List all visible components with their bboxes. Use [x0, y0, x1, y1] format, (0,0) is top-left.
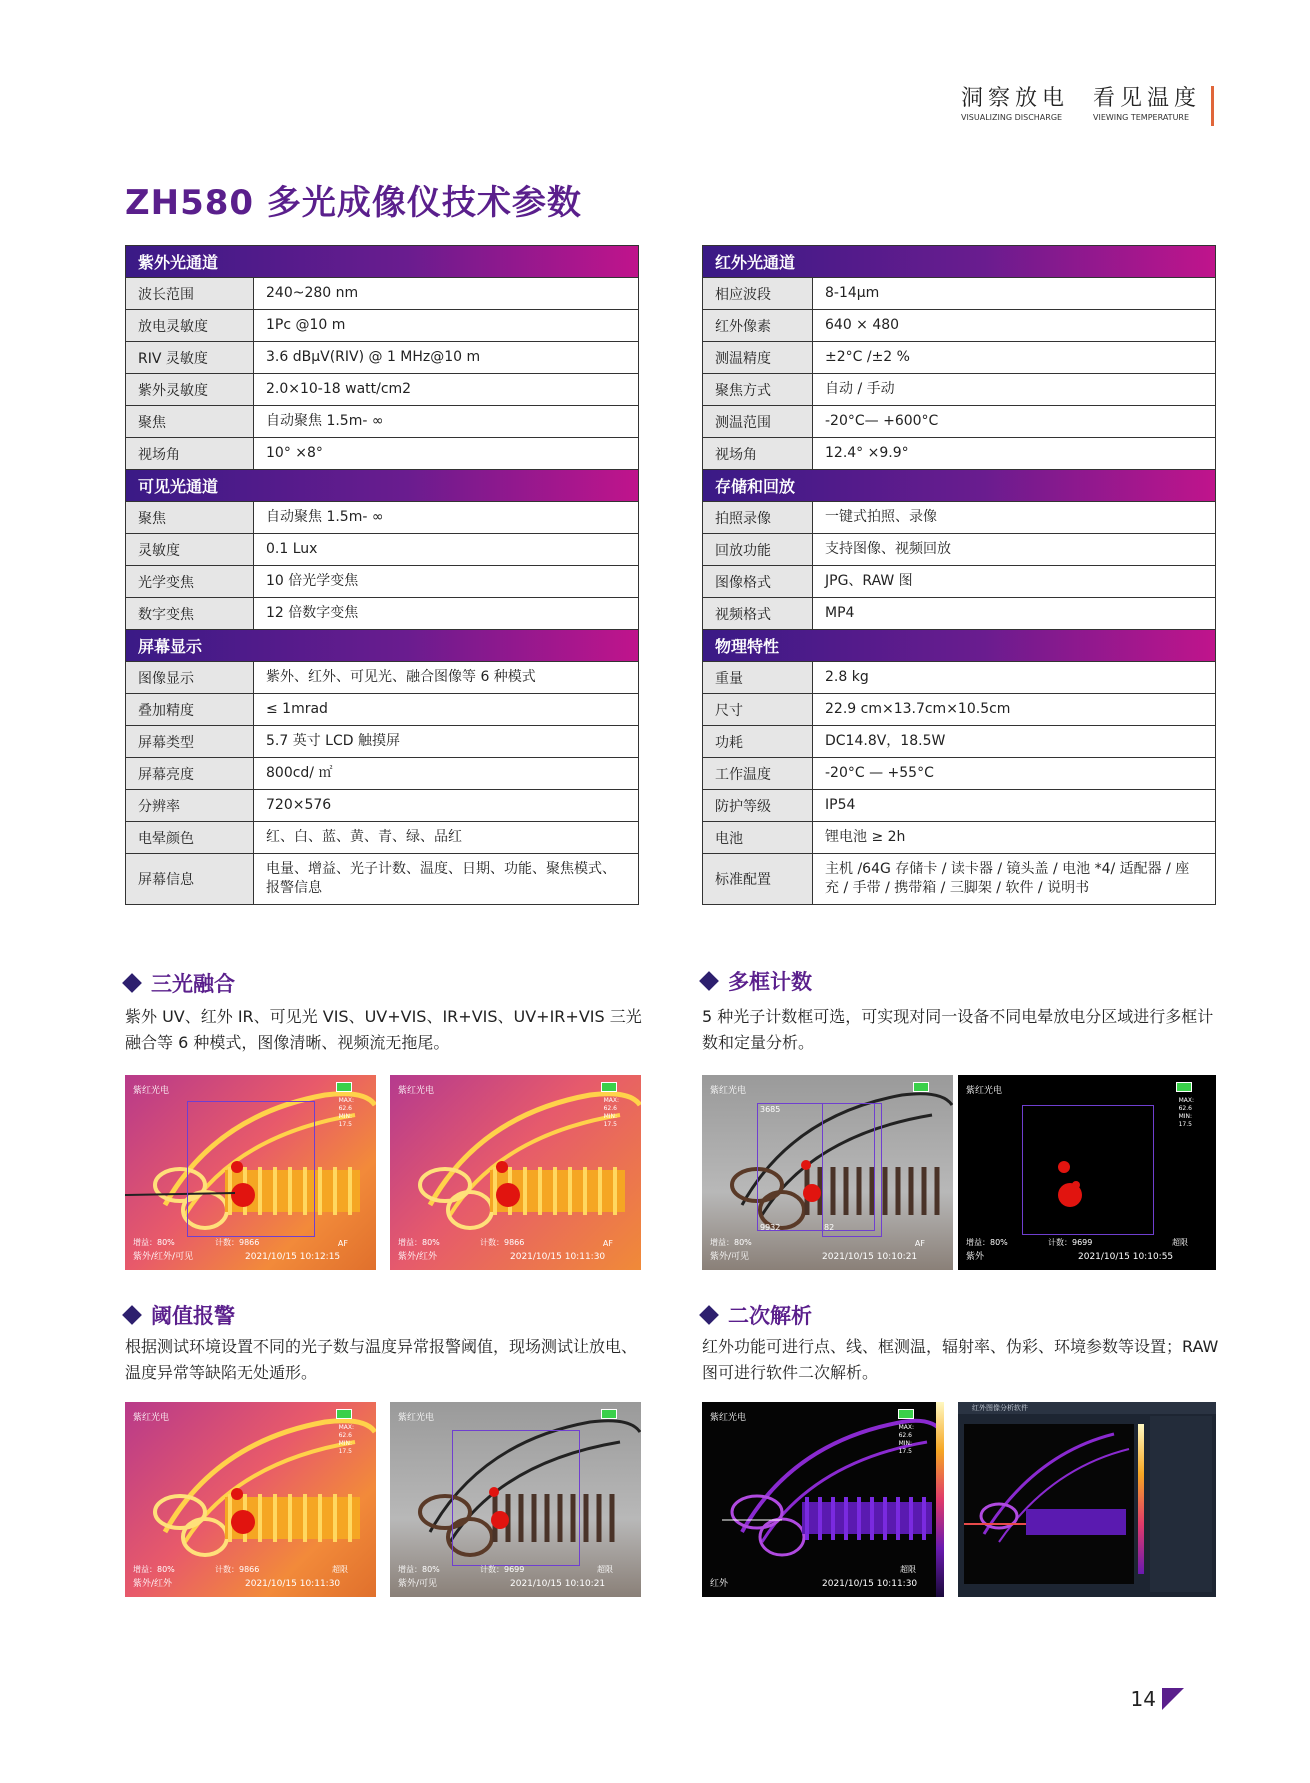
table-row: [703, 758, 1215, 790]
spec-value: 12 倍数字变焦: [254, 598, 370, 629]
spec-value: 22.9 cm×13.7cm×10.5cm: [813, 694, 1022, 725]
color-scale-bar: [1138, 1424, 1144, 1574]
feature-heading: [702, 1300, 812, 1330]
temp-readout: MAX: 62.6 MIN: 17.5: [898, 1424, 914, 1455]
box-count: 3685: [760, 1105, 781, 1114]
table-row: [126, 406, 638, 438]
spec-value: JPG、RAW 图: [813, 566, 925, 597]
battery-icon: [336, 1082, 352, 1092]
spec-label: 光学变焦: [126, 566, 254, 597]
spec-label: 回放功能: [703, 534, 813, 565]
slogan-en: VIEWING TEMPERATURE: [1092, 113, 1190, 122]
feature-heading: [125, 968, 235, 998]
spec-label: 数字变焦: [126, 598, 254, 629]
count-box: [822, 1103, 882, 1237]
timestamp: 2021/10/15 10:11:30: [822, 1579, 918, 1589]
spec-value: 720×576: [254, 790, 343, 821]
feature-heading: [702, 966, 812, 996]
software-canvas: [964, 1424, 1134, 1584]
status-tag: 超限: [597, 1565, 613, 1574]
slogan-en: VISUALIZING DISCHARGE: [960, 113, 1063, 122]
count-label: 计数：9866: [480, 1238, 525, 1247]
table-row: [703, 310, 1215, 342]
gain-label: 增益：80%: [398, 1565, 440, 1574]
spec-label: 测温精度: [703, 342, 813, 373]
table-row: [703, 502, 1215, 534]
table-row: [126, 374, 638, 406]
battery-icon: [913, 1082, 929, 1092]
spec-value: 自动聚焦 1.5m- ∞: [254, 502, 396, 533]
feature-desc: 紫外 UV、红外 IR、可见光 VIS、UV+VIS、IR+VIS、UV+IR+VIS 三光融合等 6 种模式，图像清晰、视频流无拖尾。: [125, 1007, 642, 1052]
corner-triangle-icon: [1162, 1688, 1184, 1710]
spec-label: 图像格式: [703, 566, 813, 597]
count-label: 计数：9699: [480, 1565, 525, 1574]
spec-value: 10 倍光学变焦: [254, 566, 370, 597]
slogan-discharge: [961, 86, 1069, 126]
spec-label: 红外像素: [703, 310, 813, 341]
timestamp: 2021/10/15 10:11:30: [510, 1252, 606, 1262]
count-box: [1022, 1105, 1154, 1235]
count-label: 计数：9699: [1048, 1238, 1093, 1247]
spec-label: 功耗: [703, 726, 813, 757]
spec-label: 灵敏度: [126, 534, 254, 565]
page-number: [1131, 1687, 1184, 1711]
spec-label: 防护等级: [703, 790, 813, 821]
table-row: [703, 374, 1215, 406]
table-row: [126, 310, 638, 342]
status-tag: 超限: [1172, 1238, 1188, 1247]
status-tag: AF: [602, 1239, 613, 1248]
spec-label: 标准配置: [703, 854, 813, 904]
spec-label: 波长范围: [126, 278, 254, 309]
spec-label: 视场角: [703, 438, 813, 469]
spec-value: 主机 /64G 存储卡 / 读卡器 / 镜头盖 / 电池 *4/ 适配器 / 座充 / 手带 / 携带箱 / 三脚架 / 软件 / 说明书: [813, 854, 1215, 904]
timestamp: 2021/10/15 10:12:15: [245, 1252, 341, 1262]
spec-label: 测温范围: [703, 406, 813, 437]
spec-value: 2.8 kg: [813, 662, 881, 693]
status-tag: 超限: [900, 1565, 916, 1574]
feature-title: 阈值报警: [151, 1304, 235, 1328]
temp-readout: MAX: 62.6 MIN: 17.5: [338, 1097, 354, 1128]
feature-title: 三光融合: [151, 972, 235, 996]
table-row: [126, 694, 638, 726]
table-section-header: 可见光通道: [126, 470, 638, 502]
spec-value: -20°C — +55°C: [813, 758, 946, 789]
spec-label: RIV 灵敏度: [126, 342, 254, 373]
spec-value: 自动聚焦 1.5m- ∞: [254, 406, 396, 437]
brand-label: 紫红光电: [398, 1086, 435, 1096]
software-screenshot: [958, 1402, 1216, 1597]
spec-value: 10° ×8°: [254, 438, 335, 469]
visible-image: [390, 1402, 641, 1597]
slogan-temperature: [1093, 86, 1201, 126]
spec-label: 屏幕信息: [126, 854, 254, 904]
spec-label: 分辨率: [126, 790, 254, 821]
table-row: [126, 598, 638, 630]
status-tag: 超限: [332, 1565, 348, 1574]
diamond-icon: [699, 971, 719, 991]
table-row: [126, 566, 638, 598]
spec-label: 图像显示: [126, 662, 254, 693]
mode-label: 紫外/红外: [133, 1579, 173, 1589]
timestamp: 2021/10/15 10:10:55: [1078, 1252, 1174, 1262]
brand-label: 紫红光电: [133, 1086, 170, 1096]
table-row: [126, 534, 638, 566]
table-section-header: 紫外光通道: [126, 246, 638, 278]
spec-value: 3.6 dBμV(RIV) @ 1 MHz@10 m: [254, 342, 492, 373]
table-row: [703, 534, 1215, 566]
page-title: ZH580 多光成像仪技术参数: [125, 183, 582, 223]
table-row: [126, 790, 638, 822]
spec-label: 电池: [703, 822, 813, 853]
header-slogan: [961, 86, 1214, 126]
spec-value: 800cd/ ㎡: [254, 758, 344, 789]
status-tag: AF: [914, 1239, 925, 1248]
feature-desc: 根据测试环境设置不同的光子数与温度异常报警阈值，现场测试让放电、温度异常等缺陷无处遁形。: [125, 1337, 638, 1382]
spec-value: 240~280 nm: [254, 278, 370, 309]
ir-image: [702, 1402, 944, 1597]
property-panel: [1150, 1416, 1212, 1592]
battery-icon: [898, 1409, 914, 1419]
spec-value: 5.7 英寸 LCD 触摸屏: [254, 726, 412, 757]
gain-label: 增益：80%: [966, 1238, 1008, 1247]
table-row: [126, 438, 638, 470]
spec-value: 640 × 480: [813, 310, 911, 341]
count-label: 计数：9866: [215, 1238, 260, 1247]
battery-icon: [601, 1082, 617, 1092]
spec-label: 屏幕亮度: [126, 758, 254, 789]
spec-label: 工作温度: [703, 758, 813, 789]
table-row: [703, 854, 1215, 904]
timestamp: 2021/10/15 10:10:21: [510, 1579, 606, 1589]
table-row: [703, 278, 1215, 310]
table-row: [126, 662, 638, 694]
table-section-header: 屏幕显示: [126, 630, 638, 662]
table-row: [703, 566, 1215, 598]
gain-label: 增益：80%: [133, 1238, 175, 1247]
table-row: [703, 694, 1215, 726]
spec-label: 聚焦: [126, 406, 254, 437]
uv-image: [958, 1075, 1216, 1270]
brand-label: 紫红光电: [710, 1086, 747, 1096]
count-box: [187, 1101, 315, 1237]
temp-readout: MAX: 62.6 MIN: 17.5: [338, 1424, 354, 1455]
spec-label: 叠加精度: [126, 694, 254, 725]
table-row: [703, 790, 1215, 822]
spec-label: 电晕颜色: [126, 822, 254, 853]
mode-label: 紫外/红外: [398, 1252, 438, 1262]
spec-value: 红、白、蓝、黄、青、绿、品红: [254, 822, 474, 853]
spec-label: 拍照录像: [703, 502, 813, 533]
color-scale-bar: [936, 1402, 944, 1597]
spec-label: 聚焦方式: [703, 374, 813, 405]
box-count: 82: [824, 1223, 835, 1232]
spec-label: 聚焦: [126, 502, 254, 533]
spec-label: 相应波段: [703, 278, 813, 309]
diamond-icon: [699, 1305, 719, 1325]
spec-value: MP4: [813, 598, 866, 629]
spec-value: ≤ 1mrad: [254, 694, 340, 725]
slogan-cn: 洞察放电: [960, 86, 1069, 111]
diamond-icon: [122, 1305, 142, 1325]
thermal-image: [125, 1075, 376, 1270]
spec-value: 一键式拍照、录像: [813, 502, 949, 533]
count-box: [452, 1430, 580, 1566]
spec-table-right: [702, 245, 1216, 905]
table-row: [126, 758, 638, 790]
temp-readout: MAX: 62.6 MIN: 17.5: [603, 1097, 619, 1128]
spec-value: DC14.8V，18.5W: [813, 726, 957, 757]
page-number-text: 14: [1130, 1687, 1156, 1711]
brand-label: 紫红光电: [966, 1086, 1003, 1096]
spec-value: IP54: [813, 790, 867, 821]
software-titlebar: [958, 1402, 1216, 1414]
spec-value: 1Pc @10 m: [254, 310, 357, 341]
feature-desc: 红外功能可进行点、线、框测温，辐射率、伪彩、环境参数等设置；RAW 图可进行软件二次解析。: [702, 1337, 1219, 1382]
brand-label: 紫红光电: [133, 1413, 170, 1423]
mode-label: 紫外: [966, 1252, 985, 1262]
spec-value: 12.4° ×9.9°: [813, 438, 921, 469]
visible-image: [702, 1075, 953, 1270]
battery-icon: [1176, 1082, 1192, 1092]
mode-label: 紫外/红外/可见: [133, 1252, 194, 1262]
status-tag: AF: [337, 1239, 348, 1248]
spec-label: 尺寸: [703, 694, 813, 725]
table-row: [126, 278, 638, 310]
timestamp: 2021/10/15 10:11:30: [245, 1579, 341, 1589]
table-row: [126, 854, 638, 904]
brand-label: 紫红光电: [710, 1413, 747, 1423]
table-section-header: 物理特性: [703, 630, 1215, 662]
spec-label: 视频格式: [703, 598, 813, 629]
spec-label: 重量: [703, 662, 813, 693]
mode-label: 紫外/可见: [398, 1579, 438, 1589]
table-row: [703, 662, 1215, 694]
table-section-header: 红外光通道: [703, 246, 1215, 278]
spec-value: 电量、增益、光子计数、温度、日期、功能、聚焦模式、报警信息: [254, 854, 638, 904]
slogan-cn: 看见温度: [1092, 86, 1201, 111]
table-row: [126, 502, 638, 534]
table-row: [126, 822, 638, 854]
table-row: [703, 406, 1215, 438]
mode-label: 紫外/可见: [710, 1252, 750, 1262]
brand-label: 紫红光电: [398, 1413, 435, 1423]
mode-label: 红外: [710, 1579, 729, 1589]
feature-title: 二次解析: [728, 1304, 812, 1328]
spec-value: -20°C— +600°C: [813, 406, 950, 437]
table-row: [703, 598, 1215, 630]
spec-value: 紫外、红外、可见光、融合图像等 6 种模式: [254, 662, 548, 693]
feature-heading: [125, 1300, 235, 1330]
thermal-image: [125, 1402, 376, 1597]
spec-table-left: [125, 245, 639, 905]
spec-value: 8-14μm: [813, 278, 891, 309]
spec-value: 支持图像、视频回放: [813, 534, 963, 565]
spec-label: 屏幕类型: [126, 726, 254, 757]
spec-value: 锂电池 ≥ 2h: [813, 822, 917, 853]
gain-label: 增益：80%: [398, 1238, 440, 1247]
table-row: [703, 822, 1215, 854]
insulator-graphic: [964, 1424, 1134, 1584]
box-count: 9932: [760, 1223, 781, 1232]
table-section-header: 存储和回放: [703, 470, 1215, 502]
spec-value: 2.0×10-18 watt/cm2: [254, 374, 423, 405]
table-row: [703, 726, 1215, 758]
feature-desc: 5 种光子计数框可选，可实现对同一设备不同电晕放电分区域进行多框计数和定量分析。: [702, 1007, 1214, 1052]
timestamp: 2021/10/15 10:10:21: [822, 1252, 918, 1262]
software-title: 红外图像分析软件: [972, 1404, 1028, 1412]
table-row: [703, 342, 1215, 374]
temp-readout: MAX: 62.6 MIN: 17.5: [1178, 1097, 1194, 1128]
diamond-icon: [122, 973, 142, 993]
table-row: [126, 342, 638, 374]
battery-icon: [336, 1409, 352, 1419]
spec-label: 放电灵敏度: [126, 310, 254, 341]
spec-value: ±2°C /±2 %: [813, 342, 922, 373]
table-row: [126, 726, 638, 758]
spec-label: 紫外灵敏度: [126, 374, 254, 405]
spec-label: 视场角: [126, 438, 254, 469]
spec-value: 自动 / 手动: [813, 374, 907, 405]
count-label: 计数：9866: [215, 1565, 260, 1574]
feature-title: 多框计数: [728, 970, 812, 994]
battery-icon: [601, 1409, 617, 1419]
thermal-image: [390, 1075, 641, 1270]
gain-label: 增益：80%: [710, 1238, 752, 1247]
table-row: [703, 438, 1215, 470]
spec-value: 0.1 Lux: [254, 534, 329, 565]
gain-label: 增益：80%: [133, 1565, 175, 1574]
